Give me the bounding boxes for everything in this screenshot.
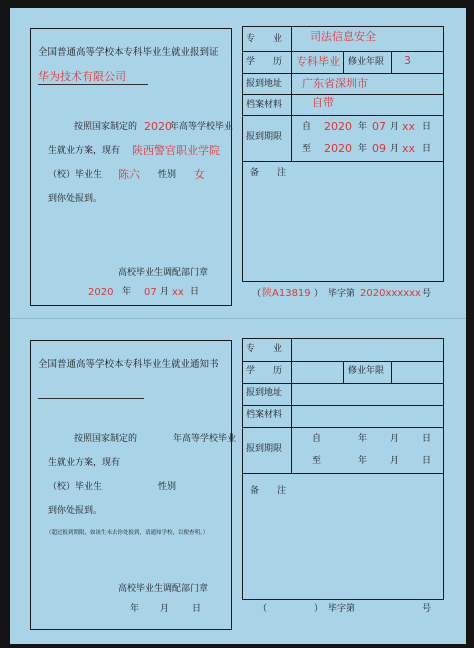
years-label: 修业年限 [348,57,385,67]
notice-gender-label: 性别 [158,482,177,492]
notice-from-day-unit: 日 [422,434,432,444]
period-label: 报到期限 [246,132,283,142]
notice-to-year-unit: 年 [358,456,368,466]
to-month-unit: 月 [390,144,400,154]
issue-year: 2020 [88,287,114,298]
cert-number: 2020xxxxxx [360,288,421,299]
to-year-unit: 年 [358,144,368,154]
from-year-unit: 年 [358,122,368,132]
edu-value: 专科毕业 [296,55,340,68]
notice-address-label: 报到地址 [246,388,283,398]
notice-cert-paren-open: （ [258,604,268,614]
archive-label: 档案材料 [246,100,283,110]
report-text: 到你处报到。 [48,194,103,204]
notice-graduate-text: （校）毕业生 [48,482,103,492]
student-name: 陈六 [118,168,140,181]
notice-instruction: （超过报到期限，如该生未去你处报到，请通知学校，以便查明。） [46,530,209,536]
from-year: 2020 [324,120,352,133]
to-month: 09 [372,142,386,155]
employer-name: 华为技术有限公司 [38,70,126,83]
notice-major-label: 专 业 [246,344,283,354]
to-day: xx [402,142,416,155]
cert-paren-open: （ [252,289,262,299]
years-value: 3 [404,54,411,67]
major-value: 司法信息安全 [310,30,376,43]
notice-cert-mid-label: 毕字第 [328,604,356,614]
to-label: 至 [302,144,312,154]
notice-period-label: 报到期限 [246,444,283,454]
notice-plan-text: 按照国家制定的 年高等学校毕业 [74,434,237,444]
gender-value: 女 [194,168,205,181]
cert-suffix: 号 [422,289,432,299]
school-name: 陕西警官职业学院 [132,144,220,157]
gender-label: 性别 [158,170,177,180]
edu-label: 学 历 [246,57,283,67]
issue-month-unit: 月 [160,287,170,297]
notes-label: 备 注 [250,168,287,178]
notice-report-text: 到你处报到。 [48,506,103,516]
notice-from-year-unit: 年 [358,434,368,444]
certificate-sheet [10,8,466,644]
cert-mid-label: 毕字第 [328,289,356,299]
plan-text: 按照国家制定的 [74,122,138,132]
to-day-unit: 日 [422,144,432,154]
notice-dept-stamp-label: 高校毕业生调配部门章 [118,584,209,594]
notice-from-month-unit: 月 [390,434,400,444]
notice-to-day-unit: 日 [422,456,432,466]
notice-cert-suffix: 号 [422,604,432,614]
to-year: 2020 [324,142,352,155]
notice-cert-paren-close: ） [314,604,324,614]
notice-employer-underline [38,398,144,399]
address-value: 广东省深圳市 [302,77,368,90]
notice-notes-label: 备 注 [250,486,287,496]
fold-line [10,318,466,319]
employer-underline [38,84,148,85]
major-label: 专 业 [246,34,283,44]
cert-prefix: 陕A13819 [262,288,311,299]
from-label: 自 [302,122,312,132]
from-day-unit: 日 [422,122,432,132]
from-day: xx [402,120,416,133]
issue-year-unit: 年 [122,287,132,297]
archive-value: 自带 [312,96,334,109]
notice-year-unit: 年 [130,604,140,614]
from-month-unit: 月 [390,122,400,132]
notice-day-unit: 日 [192,604,202,614]
dept-stamp-label: 高校毕业生调配部门章 [118,268,209,278]
plan-text-post: 年高等学校毕业 [170,122,234,132]
notice-title: 全国普通高等学校本专科毕业生就业通知书 [38,359,219,370]
address-label: 报到地址 [246,79,283,89]
cert-paren-close: ） [314,289,324,299]
issue-day: xx [172,287,184,298]
notice-edu-label: 学 历 [246,366,283,376]
issue-day-unit: 日 [190,287,200,297]
notice-years-label: 修业年限 [348,366,385,376]
notice-month-unit: 月 [160,604,170,614]
issue-month: 07 [144,287,157,298]
notice-right-table [242,338,444,600]
report-card-title: 全国普通高等学校本专科毕业生就业报到证 [38,47,219,58]
notice-archive-label: 档案材料 [246,410,283,420]
from-month: 07 [372,120,386,133]
notice-from-label: 自 [312,434,322,444]
notice-scheme-text: 生就业方案，现有 [48,458,121,468]
notice-to-label: 至 [312,456,322,466]
graduate-text: （校）毕业生 [48,170,103,180]
plan-year: 2020 [144,120,172,133]
scheme-text: 生就业方案，现有 [48,146,121,156]
notice-to-month-unit: 月 [390,456,400,466]
